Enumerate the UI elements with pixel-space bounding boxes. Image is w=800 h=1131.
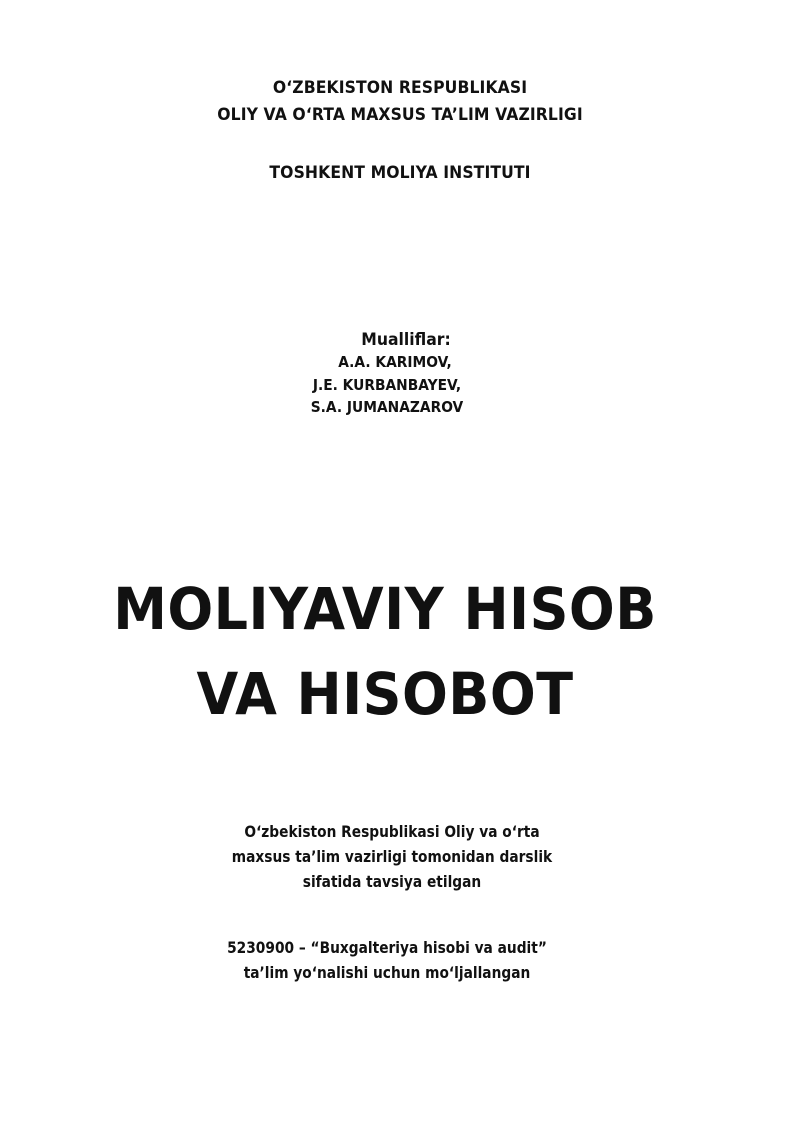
author-name: J.E. KURBANBAYEV, bbox=[312, 376, 462, 394]
specialty-purpose-line: ta’lim yo‘nalishi uchun mo‘ljallangan bbox=[243, 963, 531, 982]
author-name: S.A. JUMANAZAROV bbox=[310, 398, 464, 416]
institute-name: TOSHKENT MOLIYA INSTITUTI bbox=[269, 163, 531, 183]
specialty-code-line: 5230900 – “Buxgalteriya hisobi va audit” bbox=[227, 938, 547, 957]
recommendation-line: maxsus ta’lim vazirligi tomonidan darslik bbox=[231, 847, 553, 866]
recommendation-line: O‘zbekiston Respublikasi Oliy va o‘rta bbox=[244, 822, 540, 841]
author-name: A.A. KARIMOV, bbox=[338, 353, 452, 371]
book-title-line-1: MOLIYAVIY HISOB bbox=[113, 575, 657, 643]
ministry-country-line: O‘ZBEKISTON RESPUBLIKASI bbox=[272, 78, 528, 98]
recommendation-line: sifatida tavsiya etilgan bbox=[302, 872, 482, 891]
ministry-name-line: OLIY VA O‘RTA MAXSUS TA’LIM VAZIRLIGI bbox=[217, 105, 583, 125]
book-title-line-2: VA HISOBOT bbox=[196, 660, 574, 728]
authors-label: Mualliflar: bbox=[361, 330, 451, 350]
